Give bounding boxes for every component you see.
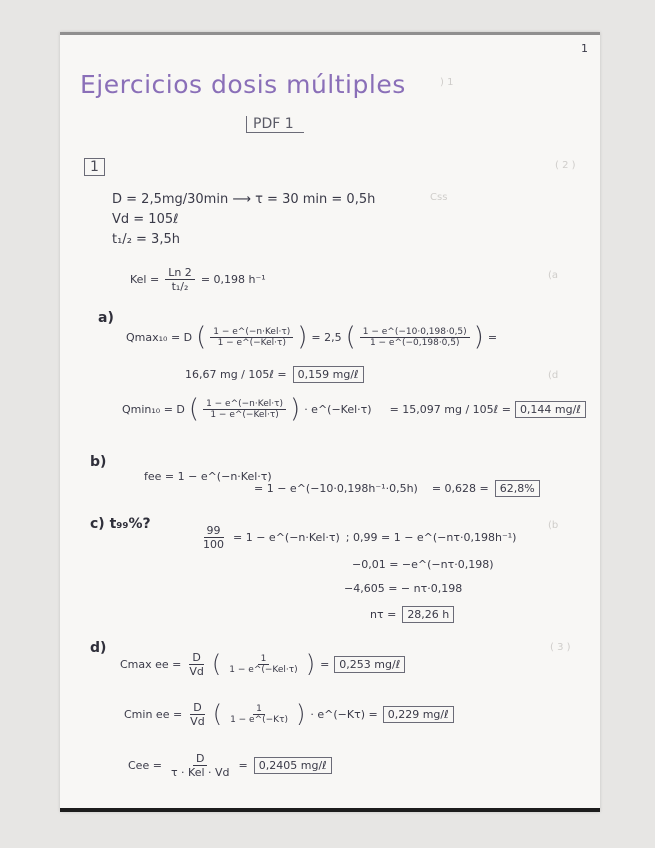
t99-eq-3: −0,01 = −e^(−nτ·0,198) [352,558,494,571]
bleed-through-text: (a [548,270,559,281]
bleed-through-text: ( 3 ) [550,642,571,653]
qmax-equals: = [487,330,498,344]
t99-eq-1: = 1 − e^(−n·Kel·τ) [233,531,340,544]
cmin-result: 0,229 mg/ℓ [383,706,454,723]
paren-left: ( [188,394,200,424]
t99-numerator: 99 [204,524,224,538]
qmin-equation [122,394,586,424]
qmax-fraction-2 [360,327,470,348]
cmin-inner-fraction [227,704,291,725]
fee-line-2-text: = 1 − e^(−10·0,198h⁻¹·0,5h) [254,482,418,495]
cmax-inner-numerator: 1 [258,654,270,665]
cmin-inner-numerator: 1 [253,704,265,715]
cee-lhs: Cee = [128,759,162,772]
paren-left: ( [211,650,222,678]
qmax-lhs: Qmax₁₀ = D [126,330,193,344]
bleed-through-text: (b [548,520,559,531]
cmin-equation [124,700,454,728]
qmax-mid: = 2,5 [311,330,342,344]
t99-result: 28,26 h [402,606,454,623]
t99-eq-5-lhs: nτ = [370,608,397,621]
page-number: 1 [581,42,588,55]
cmin-denominator: Vd [190,714,205,728]
t99-equation [200,524,516,551]
qmin-fraction [203,399,286,420]
page-top-edge [60,32,600,35]
qmax-line-2 [185,366,364,383]
bleed-through-text: (d [548,370,559,381]
cmin-inner-denominator: 1 − e^(−Kτ) [230,714,289,725]
cee-result: 0,2405 mg/ℓ [254,757,332,774]
bleed-through-text: Css [430,192,448,203]
kel-equation [130,266,266,293]
kel-numerator: Ln 2 [165,266,195,280]
exercise-number: 1 [84,158,105,176]
qmin-tail: · e^(−Kel·τ) [304,402,372,416]
cmax-inner-denominator: 1 − e^(−Kel·τ) [229,664,298,675]
paren-right: ) [473,322,484,352]
t99-eq-5 [370,606,454,623]
kel-lhs: Kel = [130,273,160,286]
thalf-line: t₁/₂ = 3,5h [112,232,180,247]
fee-line-1: fee = 1 − e^(−n·Kel·τ) [144,470,272,483]
qmin-numerator: 1 − e^(−n·Kel·τ) [203,399,286,410]
cmin-lhs: Cmin ee = [124,707,183,721]
cmin-tail: · e^(−Kτ) = [310,707,378,721]
paren-left: ( [212,700,223,728]
t99-denominator: 100 [203,538,224,551]
kel-fraction [165,266,195,293]
qmax-fraction [210,327,293,348]
page-bottom-edge [60,808,600,812]
t99-fraction [200,524,227,551]
paren-right: ) [290,394,301,424]
part-b-label: b) [90,454,107,470]
qmin-mid: = 15,097 mg / 105ℓ = [389,402,511,416]
cmax-lhs: Cmax ee = [120,657,182,671]
cmax-equation [120,650,405,678]
paren-right: ) [296,700,306,728]
qmax-equation [126,322,497,352]
paren-left: ( [196,322,207,352]
part-c-label: c) t₉₉%? [90,516,151,532]
bleed-through-text: ) 1 [440,77,454,88]
fee-result: 62,8% [495,480,540,497]
cmax-numerator: D [189,651,203,665]
part-d-label: d) [90,640,107,656]
fee-line-2 [254,480,540,497]
t99-eq-2: ; 0,99 = 1 − e^(−nτ·0,198h⁻¹) [345,531,517,544]
cmax-equals: = [320,657,330,671]
paren-right: ) [305,650,316,678]
paren-left: ( [345,322,356,352]
qmin-result: 0,144 mg/ℓ [515,401,586,418]
part-a-label: a) [98,310,114,326]
cmax-denominator: Vd [189,664,204,678]
qmax-line-2-text: 16,67 mg / 105ℓ = [185,368,287,381]
t99-eq-4: −4,605 = − nτ·0,198 [344,582,463,595]
cmin-fraction [187,701,208,728]
kel-denominator: t₁/₂ [171,280,189,293]
qmin-lhs: Qmin₁₀ = D [122,402,185,416]
cee-numerator: D [193,752,207,766]
cmax-inner-fraction [226,654,300,675]
qmax-denominator: 1 − e^(−Kel·τ) [217,337,286,348]
page-title: Ejercicios dosis múltiples [80,70,406,99]
qmax-result: 0,159 mg/ℓ [293,366,364,383]
cee-fraction [168,752,233,779]
cmin-numerator: D [190,701,204,715]
cmax-result: 0,253 mg/ℓ [334,656,405,673]
cee-denominator: τ · Kel · Vd [170,766,230,779]
paren-right: ) [297,322,308,352]
cee-equation [128,752,332,779]
vd-line: Vd = 105ℓ [112,212,179,227]
qmax-denominator-2: 1 − e^(−0,198·0,5) [369,337,460,348]
qmin-denominator: 1 − e^(−Kel·τ) [210,409,279,420]
dose-line: D = 2,5mg/30min ⟶ τ = 30 min = 0,5h [112,192,376,207]
cee-equals: = [238,759,248,772]
cmax-fraction [186,651,207,678]
qmax-numerator-2: 1 − e^(−10·0,198·0,5) [360,327,470,338]
bleed-through-text: ( 2 ) [555,160,576,171]
fee-line-2-tail: = 0,628 = [431,482,489,495]
notebook-page [60,32,600,812]
kel-result: = 0,198 h⁻¹ [200,273,266,286]
pdf-label: PDF 1 [246,116,304,133]
qmax-numerator: 1 − e^(−n·Kel·τ) [210,327,293,338]
